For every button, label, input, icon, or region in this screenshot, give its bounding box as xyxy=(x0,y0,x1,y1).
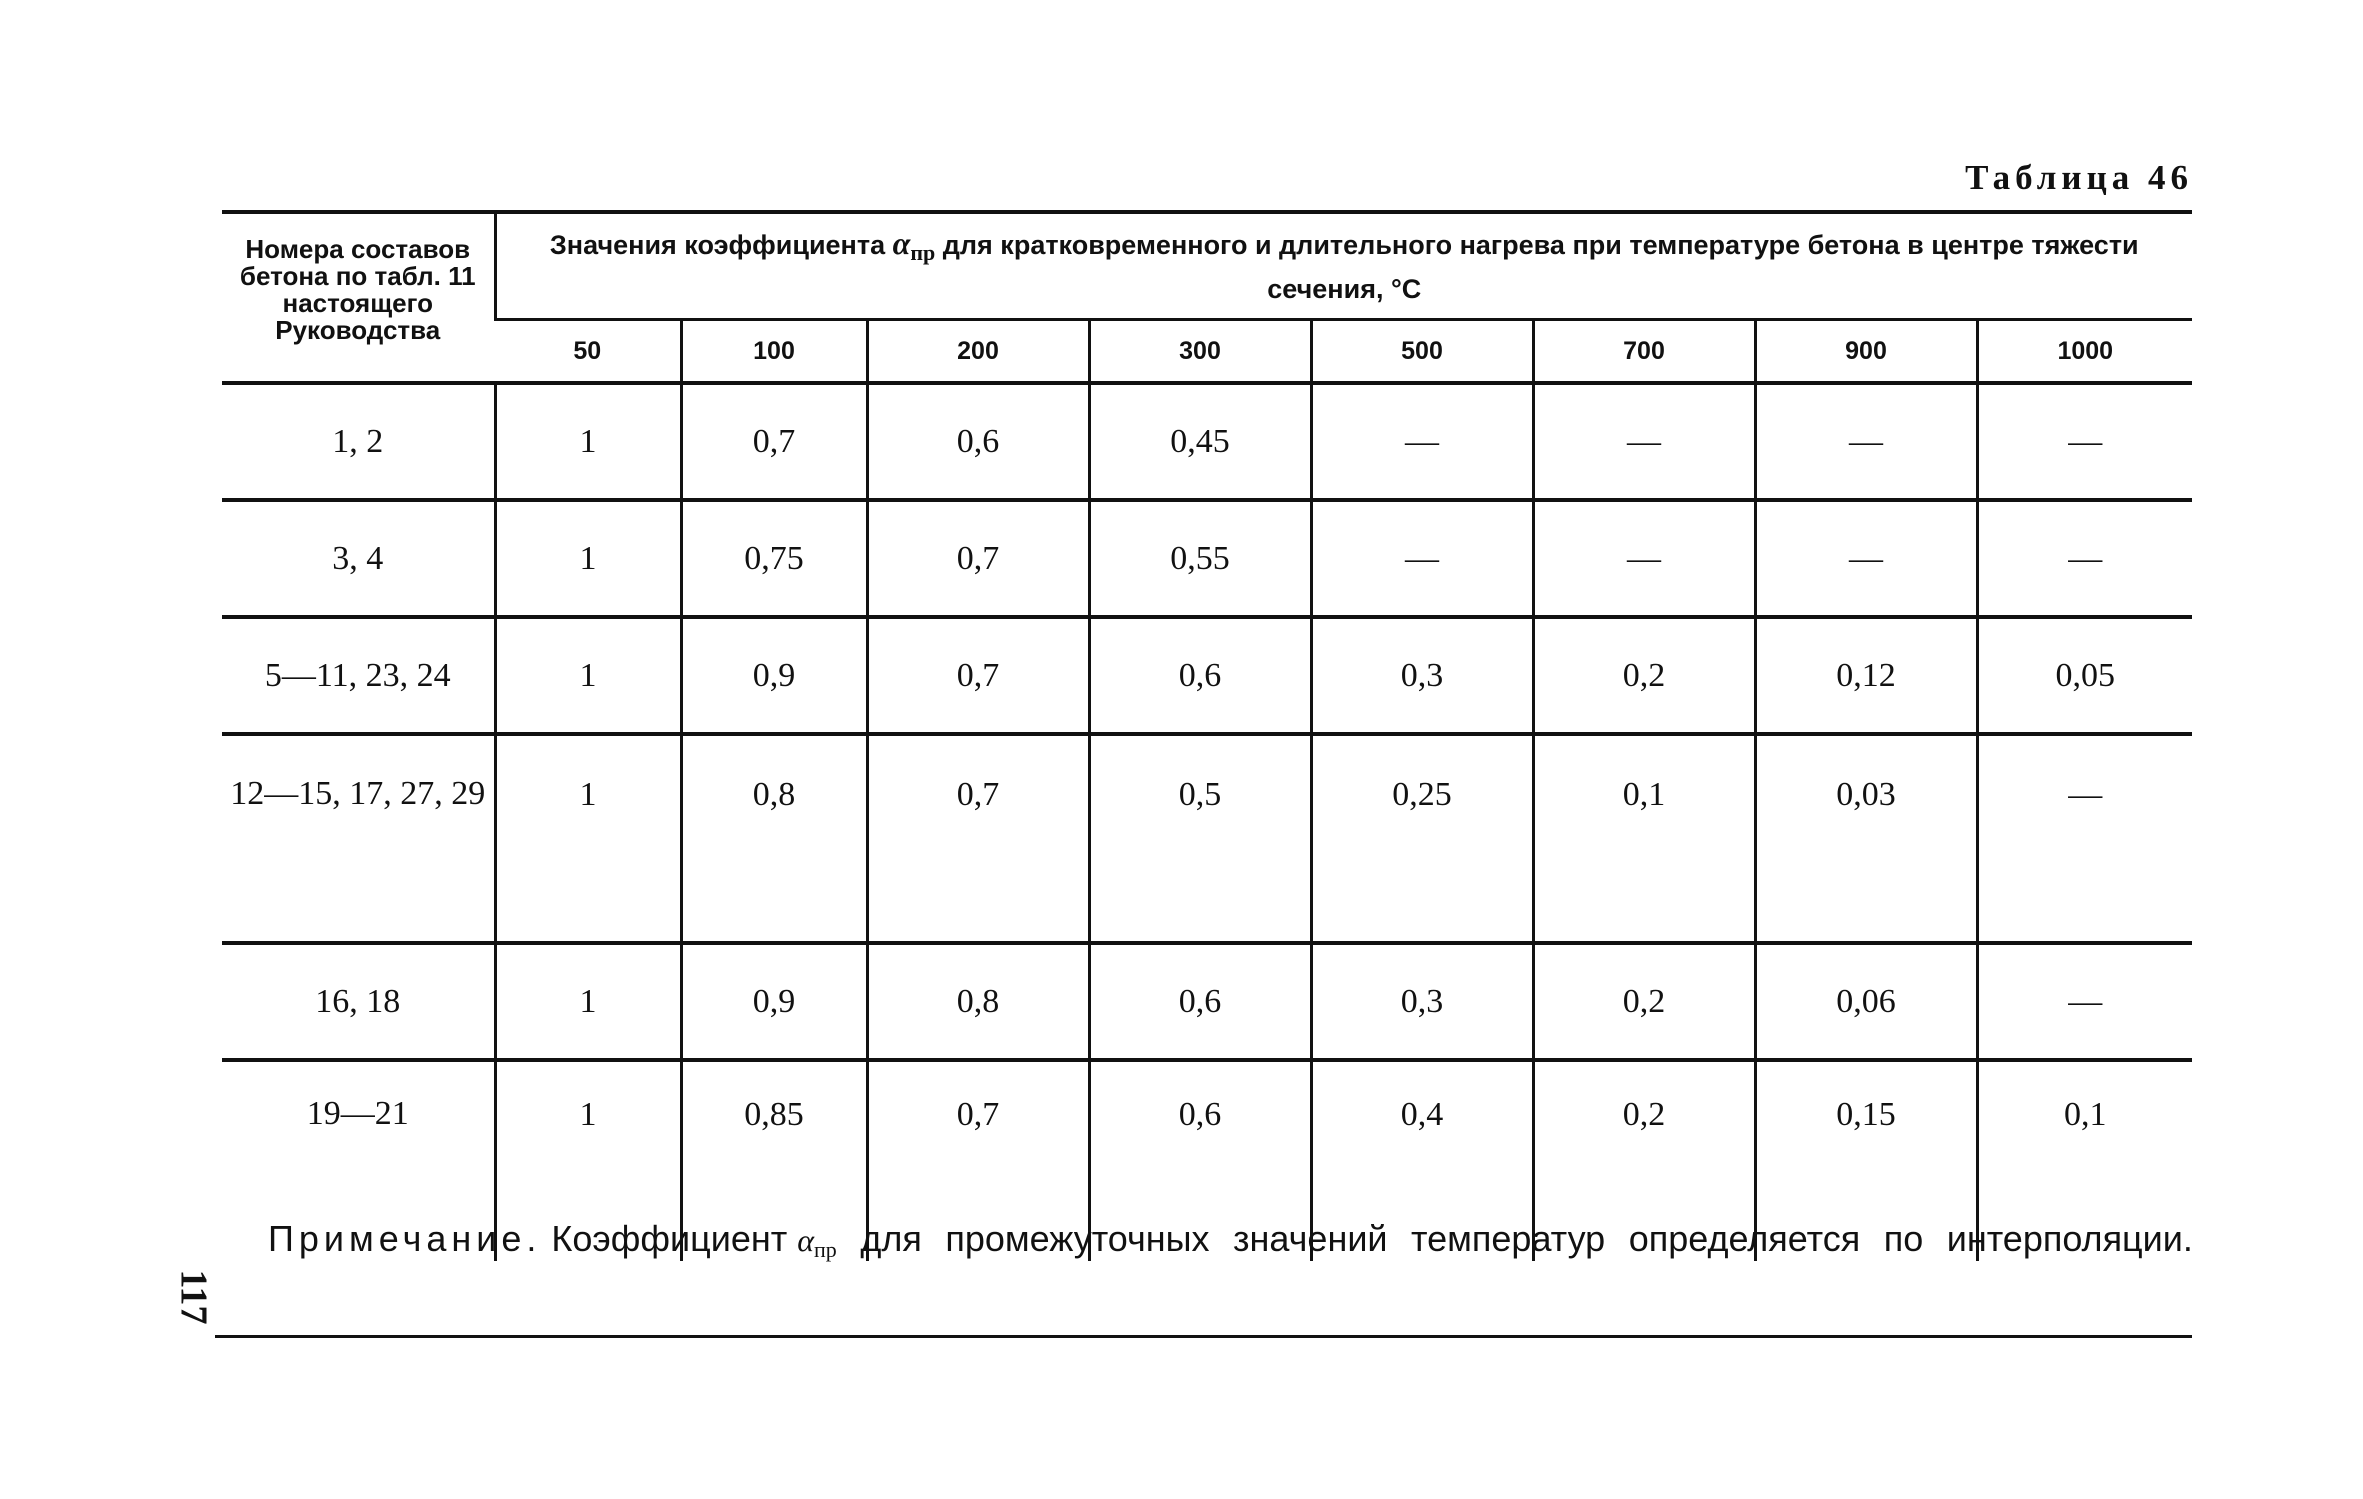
coefficient-value: — xyxy=(1977,734,2192,943)
coefficient-value: — xyxy=(1533,500,1755,617)
coefficient-value: — xyxy=(1977,383,2192,500)
note-word: значений xyxy=(1233,1218,1388,1259)
note-text-before: Коэффициент xyxy=(551,1218,788,1259)
coefficient-value: 0,2 xyxy=(1533,943,1755,1060)
composition-numbers: 19—21 xyxy=(306,1095,409,1132)
coefficient-value: 0,9 xyxy=(681,617,867,734)
table-row xyxy=(222,500,2192,617)
coefficient-value: 0,15 xyxy=(1755,1060,1977,1261)
coefficient-value: — xyxy=(1755,383,1977,500)
coefficient-value: 0,03 xyxy=(1755,734,1977,943)
coefficient-value: 0,9 xyxy=(681,943,867,1060)
composition-numbers: 1, 2 xyxy=(222,383,495,500)
coefficient-value: 0,2 xyxy=(1533,617,1755,734)
coefficient-value: 0,7 xyxy=(867,1060,1089,1261)
coefficient-value: 0,05 xyxy=(1977,617,2192,734)
temperature-header: 200 xyxy=(867,320,1089,384)
note-word: температур xyxy=(1411,1218,1606,1259)
coefficient-value: 1 xyxy=(495,1060,681,1261)
coefficient-value: 0,75 xyxy=(681,500,867,617)
coefficient-value: 0,7 xyxy=(867,734,1089,943)
coefficient-value: 0,3 xyxy=(1311,617,1533,734)
coefficient-value: 0,6 xyxy=(1089,617,1311,734)
coefficient-value: 0,6 xyxy=(1089,1060,1311,1261)
coefficient-value: 0,1 xyxy=(1533,734,1755,943)
note-word: определяется xyxy=(1628,1218,1861,1259)
coefficient-value: — xyxy=(1755,500,1977,617)
coefficient-value: 0,85 xyxy=(681,1060,867,1261)
group-header-before: Значения коэффициента xyxy=(549,230,886,260)
table-row xyxy=(222,943,2192,1060)
footer-rule xyxy=(215,1335,2192,1338)
group-header xyxy=(495,212,2192,320)
coefficient-value: 0,2 xyxy=(1533,1060,1755,1261)
coefficient-table xyxy=(222,210,2192,1261)
note-word: интерполяции. xyxy=(1946,1218,2193,1259)
temperature-header: 900 xyxy=(1755,320,1977,384)
temperature-header: 100 xyxy=(681,320,867,384)
coefficient-value: — xyxy=(1533,383,1755,500)
coefficient-value: 1 xyxy=(495,500,681,617)
coefficient-value: 1 xyxy=(495,943,681,1060)
coefficient-value: 0,12 xyxy=(1755,617,1977,734)
coefficient-value: 0,7 xyxy=(867,617,1089,734)
note-coefficient-symbol: αпр xyxy=(797,1222,837,1262)
coefficient-value: 0,6 xyxy=(1089,943,1311,1060)
coefficient-value: 0,8 xyxy=(867,943,1089,1060)
temperature-header: 1000 xyxy=(1977,320,2192,384)
note-word: для xyxy=(860,1218,922,1259)
note-label: Примечание. xyxy=(268,1218,542,1259)
coefficient-value: 0,6 xyxy=(867,383,1089,500)
coefficient-value: 1 xyxy=(495,383,681,500)
temperature-header: 700 xyxy=(1533,320,1755,384)
coefficient-value: 0,5 xyxy=(1089,734,1311,943)
page-number: 117 xyxy=(172,1269,215,1325)
temperature-header: 300 xyxy=(1089,320,1311,384)
temperature-header: 500 xyxy=(1311,320,1533,384)
composition-numbers: 12—15, 17, 27, 29 xyxy=(222,734,495,943)
composition-numbers: 16, 18 xyxy=(222,943,495,1060)
note-word: по xyxy=(1883,1218,1924,1259)
note-intro xyxy=(268,1218,837,1263)
coefficient-symbol: αпр xyxy=(892,225,936,265)
group-header-after: для кратковременного и длительного нагрева при температуре бетона в центре тяжести сечения, °С xyxy=(942,230,2139,304)
note-word: промежуточных xyxy=(945,1218,1210,1259)
table-caption: Таблица 46 xyxy=(1965,158,2193,197)
coefficient-value: 0,06 xyxy=(1755,943,1977,1060)
coefficient-value: 0,7 xyxy=(867,500,1089,617)
coefficient-value: 0,3 xyxy=(1311,943,1533,1060)
coefficient-subscript: пр xyxy=(910,240,936,265)
temperature-header: 50 xyxy=(495,320,681,384)
coefficient-value: 0,8 xyxy=(681,734,867,943)
row-header: Номера составов бетона по табл. 11 настоящего Руководства xyxy=(222,212,495,383)
coefficient-value: 1 xyxy=(495,617,681,734)
table-row xyxy=(222,383,2192,500)
coefficient-value: 0,1 xyxy=(1977,1060,2192,1261)
table-note xyxy=(268,1218,2193,1263)
coefficient-value: — xyxy=(1977,943,2192,1060)
coefficient-value: — xyxy=(1977,500,2192,617)
coefficient-value: — xyxy=(1311,383,1533,500)
coefficient-value: 0,7 xyxy=(681,383,867,500)
coefficient-value: 0,4 xyxy=(1311,1060,1533,1261)
coefficient-value: 0,45 xyxy=(1089,383,1311,500)
composition-numbers: 5—11, 23, 24 xyxy=(222,617,495,734)
coefficient-value: 0,25 xyxy=(1311,734,1533,943)
composition-numbers: 3, 4 xyxy=(222,500,495,617)
coefficient-value: 0,55 xyxy=(1089,500,1311,617)
coefficient-value: 1 xyxy=(495,734,681,943)
table-row xyxy=(222,617,2192,734)
table-row xyxy=(222,734,2192,943)
coefficient-value: — xyxy=(1311,500,1533,617)
